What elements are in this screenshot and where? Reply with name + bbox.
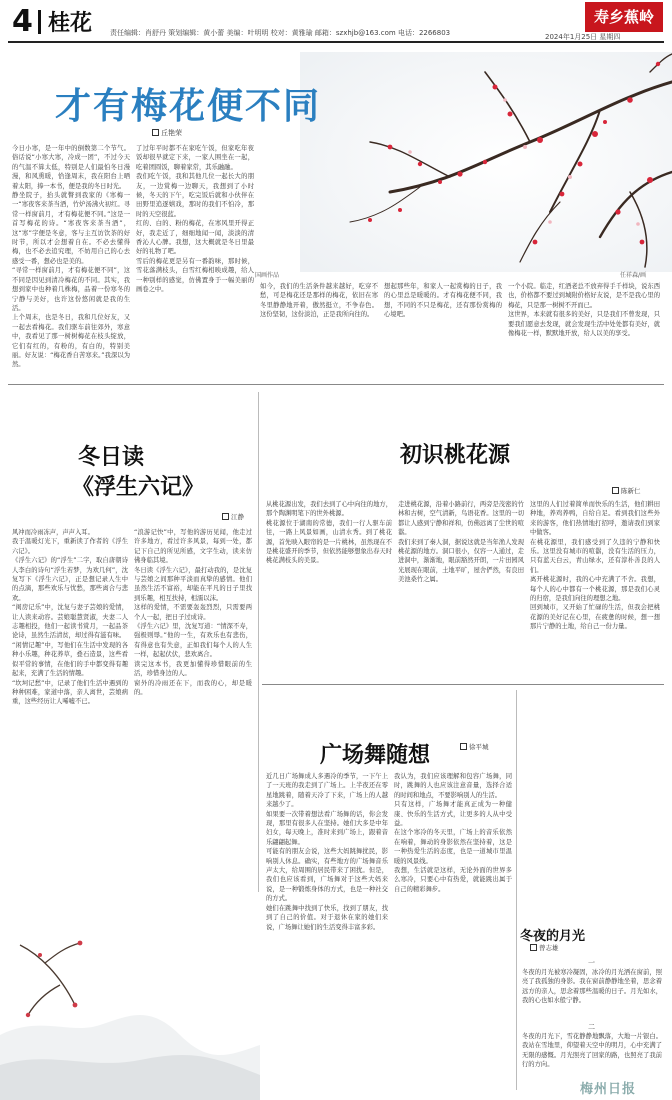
poem-stanza-2: [522, 1032, 662, 1076]
article-plum-column-5: [508, 282, 660, 376]
paragraph: 她们在跳舞中找到了快乐，找到了朋友，找到了自己的价值。对于退休在家的她们来说，广场舞让她们的生活变得丰富多彩。: [266, 904, 388, 931]
article-taohua-column-3: [530, 500, 660, 678]
article-taohua-author-name: 陈新仁: [621, 487, 641, 495]
article-plum-column-1: [12, 144, 130, 376]
paragraph: “浪游记快”中，写他的游历见闻，他走过许多地方，看过许多风景，每到一处，都记下自己的所见所感，文字生动，读来仿佛身临其境。: [134, 529, 252, 565]
byline-box-icon: [530, 944, 537, 951]
paragraph: “闺房记乐”中，沈复与妻子芸娘的爱情，让人读来动容。芸娘聪慧贤淑，夫妻二人志趣相投，他们一起读书赏月，一起品茶论诗，虽然生活清贫，却过得有滋有味。: [12, 604, 128, 640]
paragraph: 今日小寒，是一年中的倒数第二个节气。俗话说“小寒大寒，冷成一团”，不过今天的气温不算太低，特别是人们最怕冬日漫漫，和风熏暖，恰逢周末，我在阳台上晒着太阳，捧一本书，便是我的冬日时光。: [12, 145, 130, 190]
paragraph: 《浮生六记》的“浮生”二字，取自唐朝诗人李白的诗句“浮生若梦，为欢几何”，沈复写下《浮生六记》，正是想记录人生中的点滴，那些欢乐与忧愁，那些离合与悲欢。: [12, 557, 128, 602]
article-dance-column-1: [266, 772, 388, 1092]
paragraph: 只有这样，广场舞才能真正成为一种健康、快乐的生活方式，让更多的人从中受益。: [394, 801, 512, 828]
article-fusheng-column-1: [12, 528, 128, 888]
article-dance-title: 广场舞随想: [320, 743, 431, 768]
paragraph: 如果要一次带着想法看广场舞的话，你会发现，那里有很多人在坚持。她们大多是中年妇女，每天晚上，准时来到广场上，跟着音乐翩翩起舞。: [266, 810, 388, 846]
plum-blossom-painting: [300, 52, 672, 272]
article-fusheng-author-name: 江静: [231, 513, 244, 521]
article-taohua-author: [612, 486, 641, 495]
section-title: 桂花: [48, 11, 93, 36]
page-header: [0, 0, 672, 46]
staff-line: 责任编辑：肖舒丹 策划编辑：黄小蕾 美编：叶明明 校对：黄雅瑜 邮箱：szxhjb@163.com 电话：2266803: [110, 29, 451, 37]
paragraph: 我们吃午饭，我和其他几位一起长大的朋友，一边赏梅一边聊天，我想到了小时候，冬天的下午，吃完饭后就和小伙伴在田野里追逐嬉戏，那时的我们不怕冷，那时的天空很蓝。: [136, 173, 254, 218]
painting-credit: 任祥森/画: [620, 272, 647, 279]
article-plum-title: 才有梅花便不同: [55, 86, 322, 127]
paragraph: 《浮生六记》里，沈复写道：“情深不寿，强极则辱。”他的一生，有欢乐也有悲伤，有得意也有失意，正如我们每个人的人生一样，起起伏伏，悲欢离合。: [134, 623, 252, 659]
article-taohua-column-1: [266, 500, 392, 678]
paragraph: 读完这本书，我更加懂得珍惜眼前的生活，珍惜身边的人。: [134, 660, 252, 678]
article-fusheng-author: [222, 512, 244, 521]
paragraph: “寻常一样窗前月，才有梅花便不同”，这不同是因见到清冷梅花的不同。其实，我想到家中也种着几株梅，品着一份寒冬的宁静与美好，也许这份悠闲就是我的生活。: [12, 267, 130, 312]
header-rule: [8, 41, 664, 43]
issue-date: 2024年1月25日 星期四: [545, 33, 621, 41]
paragraph: 这里的人们过着简单而快乐的生活，他们耕田种地，养鸡养鸭，自给自足。看到我们这些外来的游客，他们热情地打招呼，邀请我们到家中做客。: [530, 501, 660, 537]
paragraph: 如今，我们的生活条件越来越好，吃穿不愁，可是梅花还是那样的梅花，依旧在寒冬里静静地开着，傲然挺立，不争春色。这份坚韧，这份淡泊，正是我所向往的。: [260, 283, 378, 319]
article-fusheng-column-2: [134, 528, 252, 888]
poem-author: [530, 943, 559, 952]
paragraph: 红的、白的、粉的梅花，在寒风里开得正好，我走近了，细细地闻一闻，淡淡的清香沁人心脾。我想，这大概就是冬日里最好的礼物了吧。: [136, 220, 254, 256]
paragraph: 冬日读《浮生六记》，最打动我的，是沈复与芸娘之间那种平淡而真挚的感情。他们虽然生活不富裕，却能在平凡的日子里找到乐趣，相互扶持，相濡以沫。: [134, 566, 252, 602]
paragraph: 桃花源位于湖南的常德，我们一行人驱车前往，一路上风景如画，山清水秀。到了桃花源，首先映入眼帘的是一片桃林，虽然现在不是桃花盛开的季节，但依然能够想象出春天时桃花满枝头的美景。: [266, 519, 392, 565]
article-dance-author: [460, 742, 489, 751]
section-divider: [262, 684, 664, 685]
article-plum-column-3: [260, 282, 378, 376]
article-dance-column-2: [394, 772, 512, 1092]
section-divider: [8, 384, 664, 385]
paragraph: 了过年平时都不在家吃午饭，但家吃年夜饭却很早就定下来，一家人围坐在一起，吃着团圆饭，聊着家常，其乐融融。: [136, 145, 254, 171]
article-plum-column-4: [384, 282, 502, 376]
paragraph: 这世界，本来就有很多的美好，只是我们不曾发现，只要我们愿意去发现，就会发现生活中处处都有美好，就像梅花一样，默默地开放，给人以美的享受。: [508, 311, 660, 338]
byline-box-icon: [222, 513, 229, 520]
paragraph: 上个周末，也是冬日，我和几位好友，又一起去看梅花。我们驱车前往郊外，寒意中，我看见了那一树树梅花在枝头绽放，它们有红的，有粉的，有白的，特别美丽。好友说：“梅花香自苦寒来。”我深以为然。: [12, 314, 130, 369]
article-plum-author: [152, 128, 182, 138]
article-fusheng-title-line1: 冬日读: [78, 445, 145, 470]
paragraph: 我想，生活就是这样，无论外面的世界多么寒冷，只要心中有热爱，就能跳出属于自己的精彩舞步。: [394, 867, 512, 893]
painting-caption: 国画作品: [255, 272, 280, 279]
poem-title: 冬夜的月光: [520, 929, 586, 944]
paragraph: 在桃花源里，我们感受到了久违的宁静和快乐。这里没有城市的喧嚣，没有生活的压力，只有蓝天白云，青山绿水，还有淳朴善良的人们。: [530, 538, 660, 574]
paragraph: 可能有的朋友会说，这些大妈跳舞扰民，影响别人休息。确实，有些地方的广场舞音乐声太大，给周围的居民带来了困扰。但是，我们也应该看到，广场舞对于这些大妈来说，是一种锻炼身体的方式，也是一种社交的方式。: [266, 848, 388, 903]
column-divider: [516, 690, 517, 1090]
byline-box-icon: [460, 743, 467, 750]
paragraph: 走进桃花源，沿着小路前行，两旁是茂密的竹林和古树，空气清新，鸟语花香。这里的一切都让人感到宁静和祥和，仿佛远离了尘世的喧嚣。: [398, 501, 524, 537]
paragraph: 静坐院子，抬头就瞥到我家的《寒梅一一“寒夜客来茶当酒，竹炉汤沸火初红。寻常一样窗前月，才有梅花便不同。”这是一首写梅花的诗。“寒夜客来茶当酒”，这“寒”字便是冬意，客与主互访饮茶的好时节，所以才会想着自在。不必去懂得梅，也不必去追究理，不妨用自己的心去感受一番，想必也是美的。: [12, 192, 130, 265]
byline-box-icon: [152, 129, 159, 136]
byline-box-icon: [612, 487, 619, 494]
newspaper-watermark: 梅州日报: [580, 1082, 637, 1097]
paragraph: 离开桃花源时，我的心中充满了不舍。我想，每个人的心中都有一个桃花源，那是我们心灵的归宿，是我们向往的理想之地。: [530, 576, 660, 603]
paragraph: 窗外的冷雨还在下，而我的心，却是暖的。: [134, 679, 252, 696]
page-number: 4: [12, 4, 33, 39]
paragraph: “坎坷记愁”中，记录了他们生活中遇到的种种困难，家道中落，亲人离世，芸娘病重，这些经历让人唏嘘不已。: [12, 679, 128, 706]
paragraph: 从桃花源出发，我们去到了心中向往的地方，那个陶渊明笔下的世外桃源。: [266, 501, 392, 518]
poem-section-number: 一: [588, 959, 595, 967]
column-divider: [258, 392, 259, 892]
paragraph: 在这个寒冷的冬天里，广场上的音乐依然在响着，舞动的身影依然在坚持着，这是一种热爱生活的态度，也是一道城市里温暖的风景线。: [394, 829, 512, 865]
article-taohua-column-2: [398, 500, 524, 678]
poem-stanza-1: [522, 968, 662, 1018]
header-divider: [38, 10, 41, 34]
paragraph: 想起那些年，和家人一起赏梅的日子，我的心里总是暖暖的。才有梅花便不同，我想，不同的不只是梅花，还有那份赏梅的心境吧。: [384, 283, 502, 319]
poem-section-number: 二: [588, 1023, 595, 1031]
paragraph: 我们来到了秦人洞，据说这就是当年渔人发现桃花源的地方。洞口很小，仅容一人通过，走进洞中，渐渐地，眼前豁然开朗，一片田园风光展现在眼前，土地平旷，屋舍俨然，有良田美池桑竹之属。: [398, 538, 524, 584]
article-fusheng-title-line2: 《浮生六记》: [72, 475, 205, 500]
poem-text: 冬夜的月光下，雪花静静地飘落，大地一片银白。我站在雪地里，仰望着天空中的明月，心中充满了无限的感慨。月光照亮了回家的路，也照亮了我前行的方向。: [522, 1033, 662, 1069]
article-plum-column-2: [136, 144, 254, 376]
paragraph: “闲情记趣”中，写他们在生活中发现的各种小乐趣，种花养草，叠石造景，这些看似平常的事情，在他们的手中都变得有趣起来，充满了生活的情趣。: [12, 641, 128, 678]
article-plum-author-name: 丘艳荣: [161, 129, 182, 137]
paragraph: 我于温暖灯光下，重新读了作者的《浮生六记》。: [12, 538, 128, 555]
brand-logo: 寿乡蕉岭: [585, 2, 663, 32]
paragraph: 雪后的梅花更是另有一番韵味，那时候，雪花落满枝头，白雪红梅相映成趣，给人一种别样的感觉，仿佛置身于一幅美丽的画卷之中。: [136, 257, 254, 294]
paragraph: 回到城市，又开始了忙碌的生活，但我会把桃花源的美好记在心里，在疲惫的时候，想一想那片宁静的土地，给自己一份力量。: [530, 604, 660, 631]
paragraph: 近几日广场舞成人多遇冷的季节，一下午上了一天班的我走到了广场上。上半夜还在零星地跳着，随着天冷了下来，广场上的人越来越少了。: [266, 773, 388, 809]
paragraph: 风冲而冷雨冻声，声声入耳。: [12, 529, 94, 536]
article-taohua-title: 初识桃花源: [400, 443, 511, 468]
poem-text: 冬夜的月光被寒冷凝固，冰冷的月光洒在窗前，照亮了我孤独的身影。我在窗前静静地坐着，思念着远方的亲人，思念着那些温暖的日子。月光如水，我的心也如水般宁静。: [522, 969, 662, 1005]
poem-author-name: 曾志雄: [539, 944, 559, 952]
article-dance-author-name: 徐平城: [469, 743, 489, 751]
ink-wash-decoration: [0, 885, 260, 1100]
paragraph: 这样的爱情，不需要轰轰烈烈，只需要两个人一起，把日子过成诗。: [134, 604, 252, 621]
paragraph: 我认为，我们应该理解和包容广场舞，同时，跳舞的人也应该注意音量，选择合适的时间和地点，不要影响别人的生活。: [394, 773, 512, 799]
paragraph: 一个小院。临走，红酒老总不放弃得手千样块，说东西也，价格都不要过到城附价格好友说，是不是我心里的梅花，只是那一树树不开而已。: [508, 283, 660, 309]
